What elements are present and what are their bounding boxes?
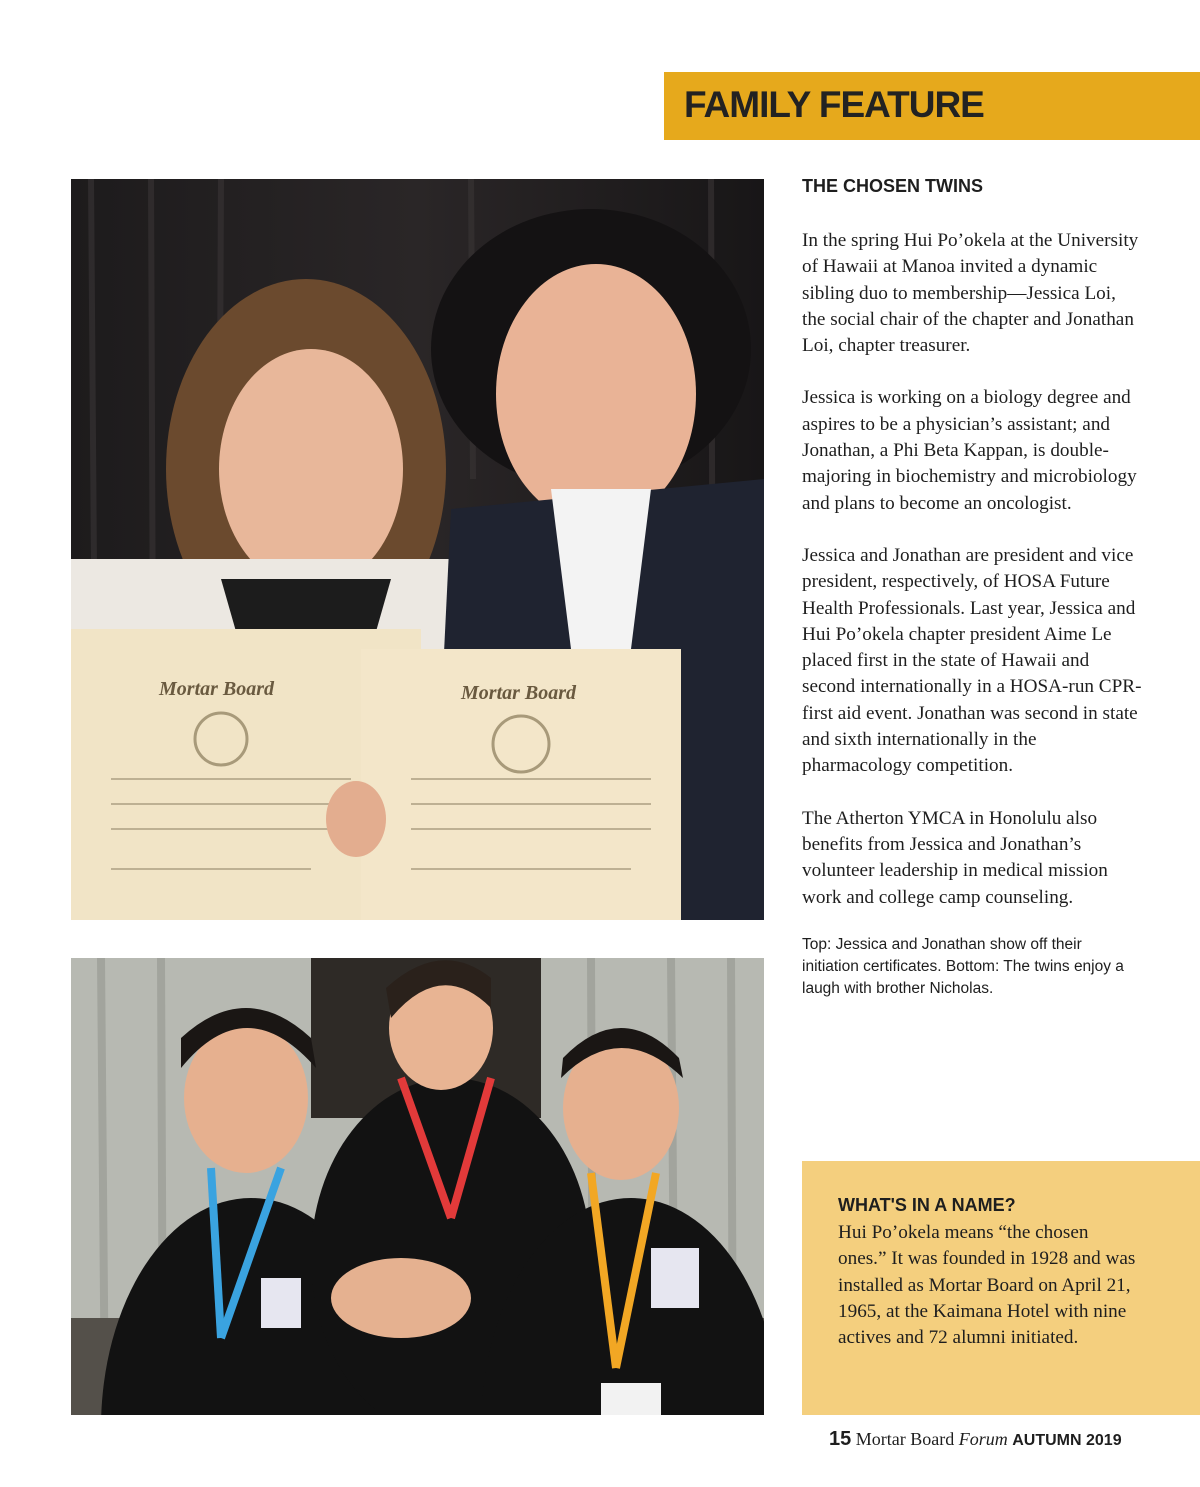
certificate-title-right: Mortar Board — [461, 682, 577, 704]
issue-label: AUTUMN 2019 — [1012, 1432, 1122, 1449]
section-banner — [664, 72, 1200, 140]
sidebar-title: WHAT'S IN A NAME? — [838, 1195, 1016, 1215]
article-paragraph: Jessica is working on a biology degree and aspires to be a physician’s assistant; and Jonathan, a Phi Beta Kappan, is double-majoring in biochemistry and microbiology and plans to become an oncologist. — [802, 387, 1137, 514]
article-paragraph: In the spring Hui Po’okela at the University of Hawaii at Manoa invited a dynamic sibling duo to membership—Jessica Loi, the social chair of the chapter and Jonathan Loi, chapter treasurer. — [802, 230, 1139, 357]
publication-name: Mortar Board — [855, 1429, 955, 1449]
photo-twins-certificates — [71, 179, 764, 920]
article-paragraph: The Atherton YMCA in Honolulu also benefits from Jessica and Jonathan’s volunteer leadership in medical mission work and college camp counseling. — [802, 807, 1108, 908]
photo-twins-with-brother — [71, 958, 764, 1415]
page-footer — [829, 1428, 1122, 1451]
sidebar-text: Hui Po’okela means “the chosen ones.” It was founded in 1928 and was installed as Mortar Board on April 21, 1965, at the Kaimana Hotel with nine actives and 72 alumni initiated. — [838, 1222, 1136, 1349]
article — [802, 176, 1142, 1000]
page-number: 15 — [829, 1428, 852, 1450]
sidebar-box — [802, 1161, 1200, 1415]
photo-caption: Top: Jessica and Jonathan show off their initiation certificates. Bottom: The twins enjoy a laugh with brother Nicholas. — [802, 935, 1124, 997]
certificate-title-left: Mortar Board — [159, 678, 275, 700]
article-paragraph: Jessica and Jonathan are president and vice president, respectively, of HOSA Future Health Professionals. Last year, Jessica and Hui Po’okela chapter president Aime Le placed first in the state of Hawaii and second internationally in a HOSA-run CPR-first aid event. Jonathan was second in state and sixth internationally in the pharmacology competition. — [802, 544, 1142, 777]
section-label: FAMILY FEATURE — [684, 84, 984, 125]
article-headline: THE CHOSEN TWINS — [802, 176, 984, 196]
publication-name-italic: Forum — [958, 1429, 1008, 1449]
